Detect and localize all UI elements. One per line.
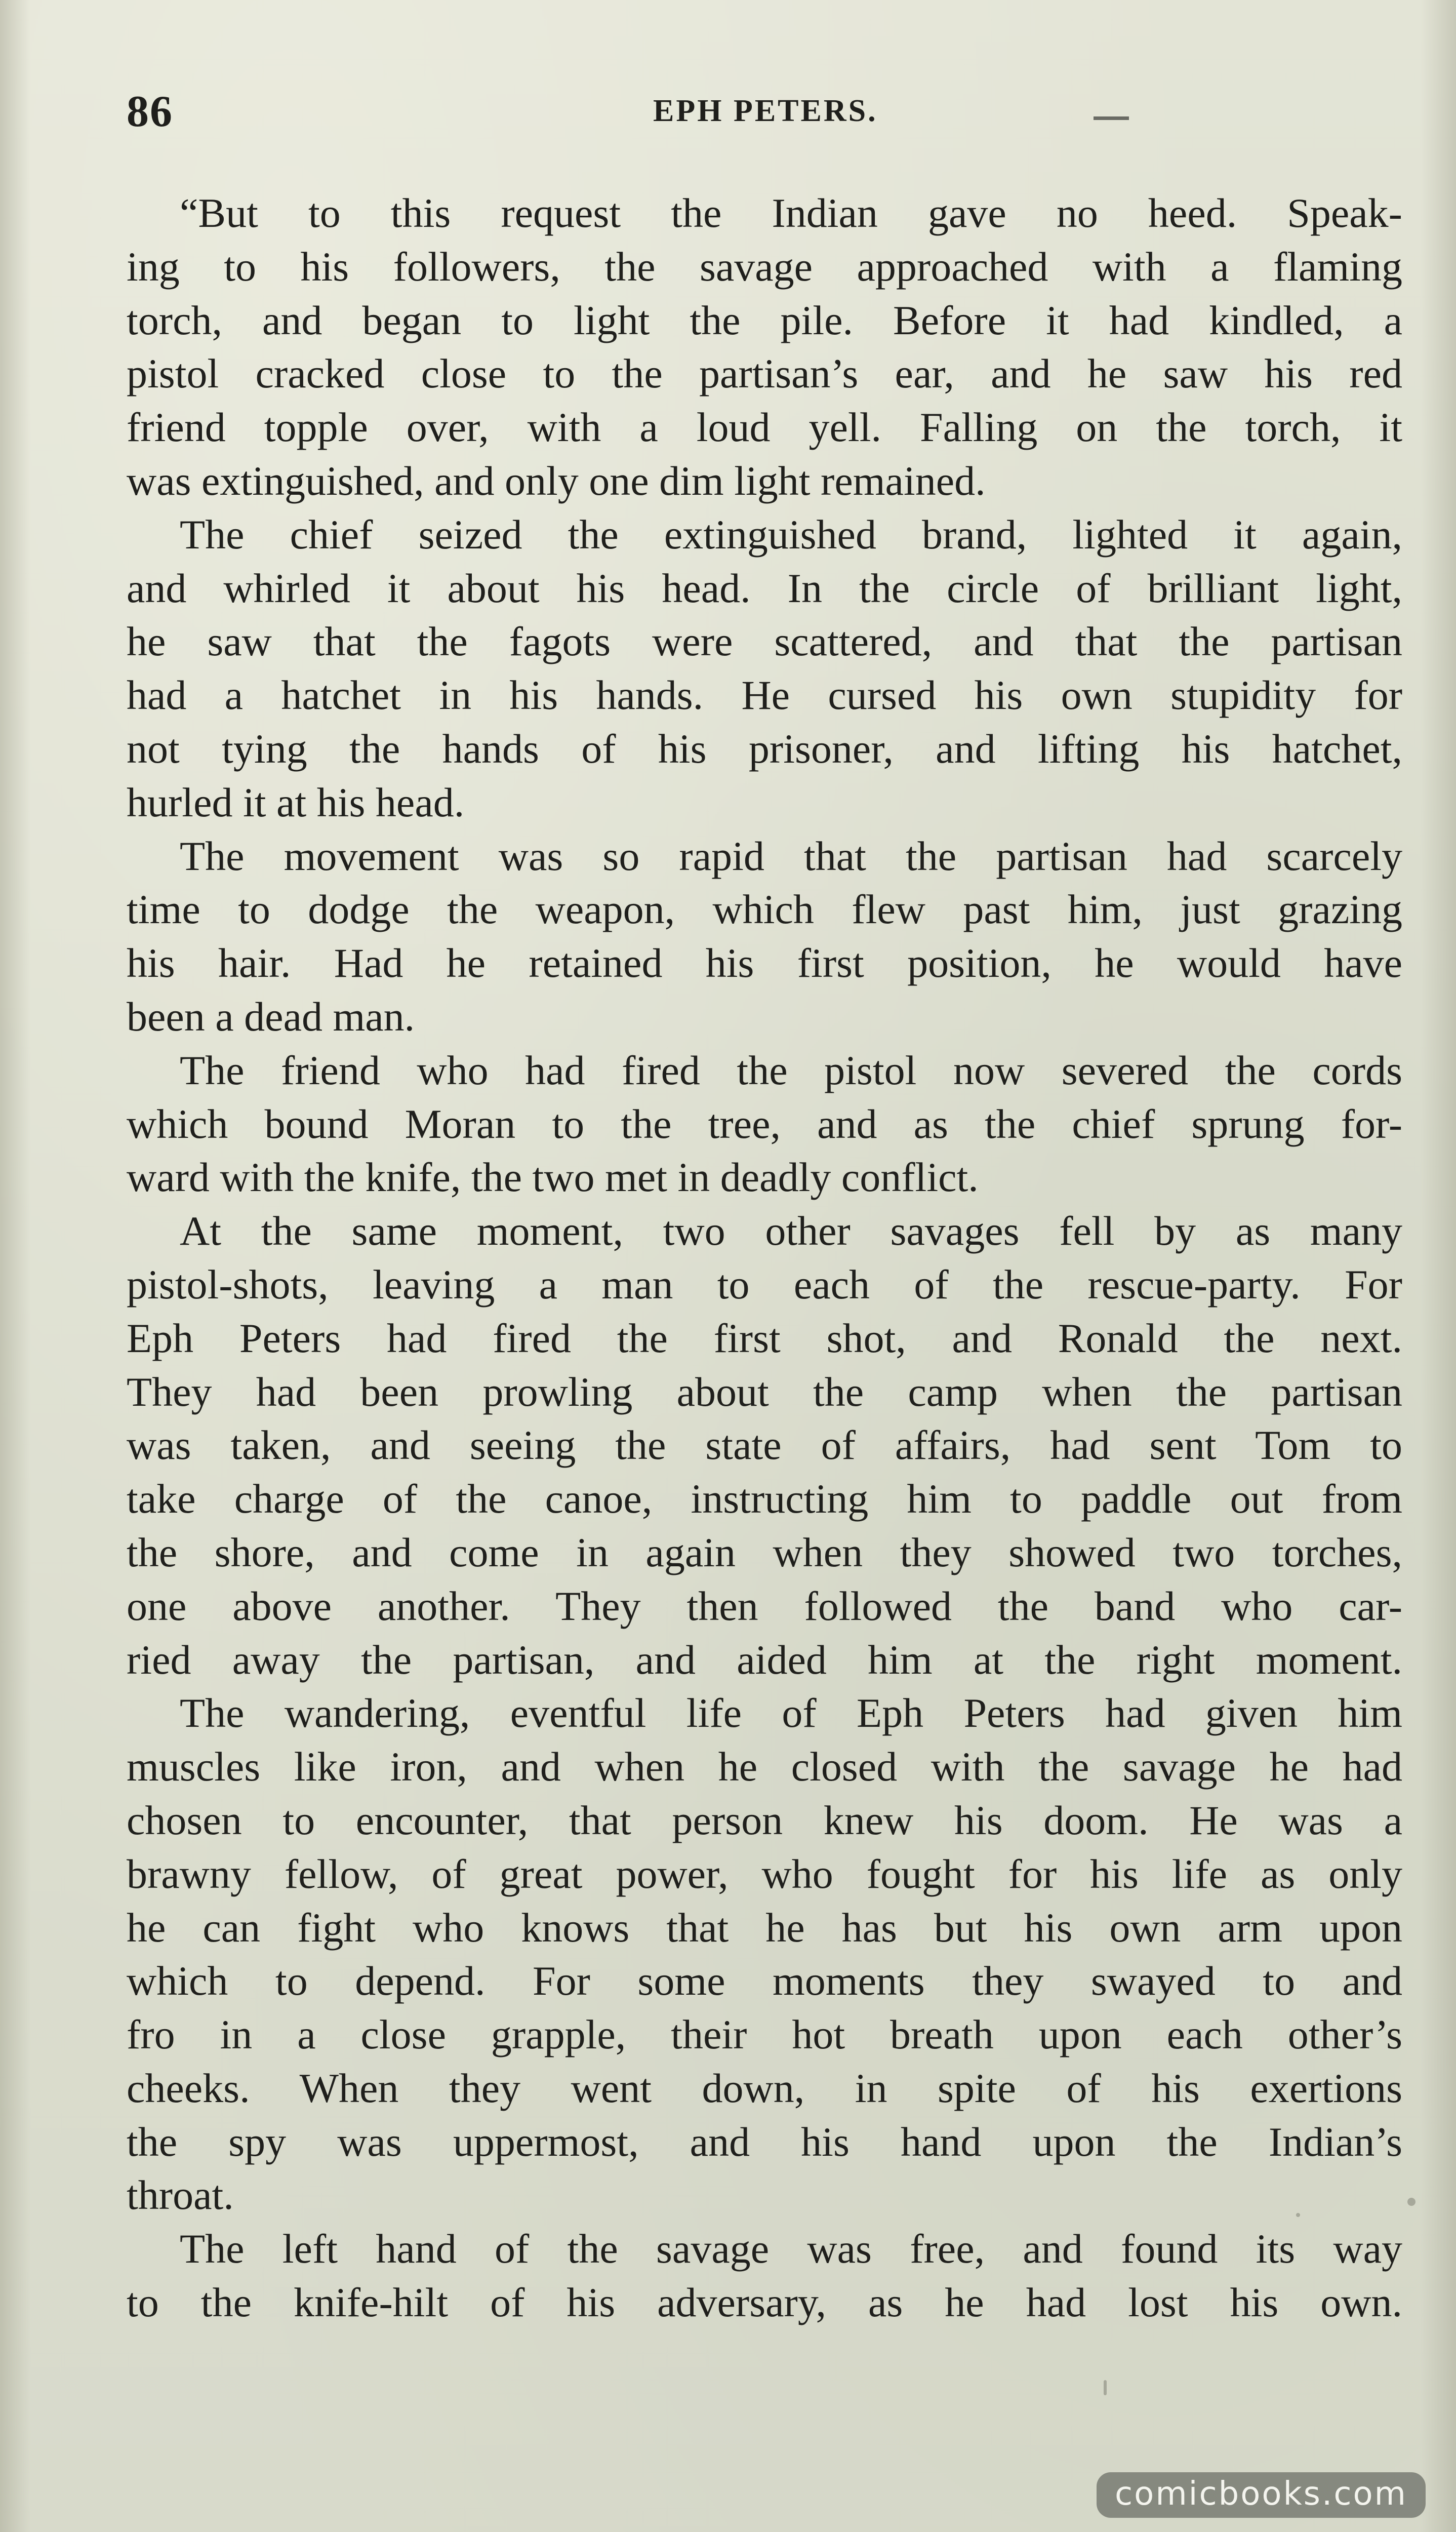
text-line: take charge of the canoe, instructing him to paddle out from	[127, 1476, 1402, 1522]
text-line: At the same moment, two other savages fell by as many	[180, 1208, 1402, 1254]
text-line: ward with the knife, the two met in deadly conflict.	[127, 1154, 979, 1201]
paper-speck	[1407, 2198, 1415, 2206]
paper-speck	[1104, 2380, 1107, 2395]
text-line: been a dead man.	[127, 993, 415, 1040]
text-line: Eph Peters had fired the first shot, and Ronald the next.	[127, 1315, 1402, 1361]
text-line: was extinguished, and only one dim light remained.	[127, 457, 986, 504]
text-line: he saw that the fagots were scattered, and that the partisan	[127, 618, 1402, 665]
text-line: friend topple over, with a loud yell. Falling on the torch, it	[127, 404, 1402, 451]
text-line: and whirled it about his head. In the circle of brilliant light,	[127, 565, 1402, 611]
text-line: his hair. Had he retained his first position, he would have	[127, 940, 1402, 986]
body-text	[127, 186, 1402, 2329]
text-line: The chief seized the extinguished brand, lighted it again,	[180, 511, 1402, 558]
page-left-shadow	[0, 0, 30, 2532]
page-right-shadow	[1421, 0, 1456, 2532]
text-line: hurled it at his head.	[127, 779, 465, 825]
text-line: he can fight who knows that he has but his own arm upon	[127, 1904, 1402, 1951]
paper-speck	[1296, 2213, 1300, 2217]
page-number: 86	[127, 87, 173, 136]
text-line: which bound Moran to the tree, and as the chief sprung for-	[127, 1100, 1402, 1147]
page-header	[127, 86, 1402, 147]
text-line: The movement was so rapid that the partisan had scarcely	[180, 833, 1402, 879]
text-line: to the knife-hilt of his adversary, as he had lost his own.	[127, 2279, 1402, 2326]
text-line: ried away the partisan, and aided him at the right moment.	[127, 1636, 1402, 1683]
text-line: pistol-shots, leaving a man to each of the rescue-party. For	[127, 1261, 1402, 1308]
text-line: fro in a close grapple, their hot breath upon each other’s	[127, 2011, 1402, 2058]
text-line: pistol cracked close to the partisan’s ear, and he saw his red	[127, 350, 1402, 397]
text-line: throat.	[127, 2172, 234, 2219]
text-line: chosen to encounter, that person knew his doom. He was a	[127, 1797, 1402, 1843]
text-line: which to depend. For some moments they swayed to and	[127, 1958, 1402, 2004]
text-line: ing to his followers, the savage approached with a flaming	[127, 243, 1402, 290]
watermark-logo: comicbooks.com	[1097, 2472, 1426, 2518]
text-line: had a hatchet in his hands. He cursed his own stupidity for	[127, 672, 1402, 719]
text-line: the shore, and come in again when they showed two torches,	[127, 1529, 1402, 1575]
text-line: The friend who had fired the pistol now severed the cords	[180, 1047, 1402, 1093]
text-line: time to dodge the weapon, which flew past him, just grazing	[127, 886, 1402, 933]
text-line: was taken, and seeing the state of affairs, had sent Tom to	[127, 1422, 1402, 1469]
text-line: cheeks. When they went down, in spite of his exertions	[127, 2065, 1402, 2111]
text-line: The wandering, eventful life of Eph Peters had given him	[180, 1690, 1402, 1736]
text-line: muscles like iron, and when he closed with the savage he had	[127, 1744, 1402, 1790]
text-line: the spy was uppermost, and his hand upon the Indian’s	[127, 2118, 1402, 2165]
text-line: brawny fellow, of great power, who fought for his life as only	[127, 1850, 1402, 1897]
text-line: not tying the hands of his prisoner, and lifting his hatchet,	[127, 725, 1402, 772]
text-line: torch, and began to light the pile. Before it had kindled, a	[127, 297, 1402, 343]
header-dash	[1094, 116, 1129, 120]
running-head: EPH PETERS.	[653, 94, 878, 128]
text-line: “But to this request the Indian gave no heed. Speak-	[180, 190, 1402, 236]
text-line: They had been prowling about the camp when the partisan	[127, 1368, 1402, 1415]
text-line: The left hand of the savage was free, and found its way	[180, 2226, 1402, 2272]
text-line: one above another. They then followed the band who car-	[127, 1582, 1402, 1629]
